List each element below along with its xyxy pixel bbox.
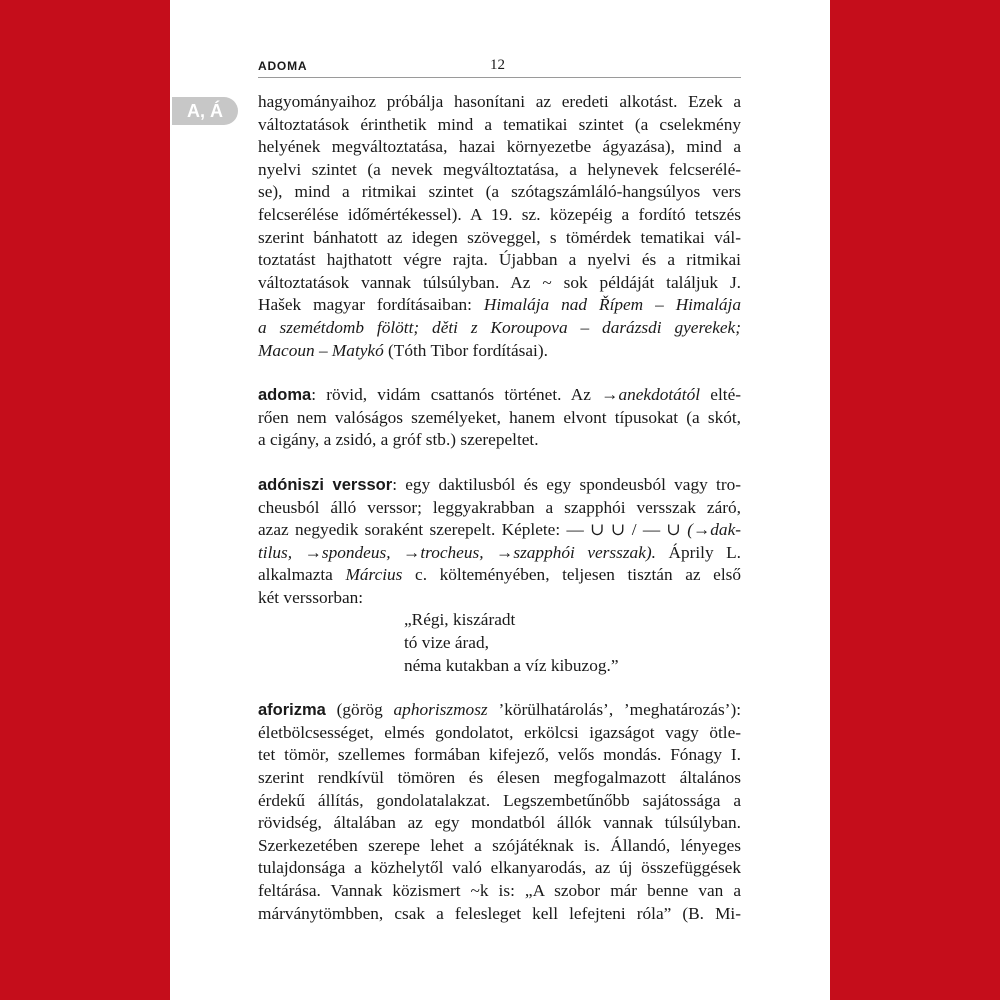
text-line xyxy=(258,564,741,587)
text-line: se), mind a ritmikai szintet (a szótagszámláló-hangsúlyos vers xyxy=(258,182,741,202)
verse-line: „Régi, kiszáradt xyxy=(404,610,516,630)
text-run: ’körülhatárolás’, ’meghatározás’): xyxy=(487,700,741,720)
text-column xyxy=(258,91,741,925)
text-line: nyelvi szintet (a nevek megváltoztatása, a helynevek felcserélé- xyxy=(258,159,741,179)
text-line: márványtömbben, csak a felesleget kell lefejteni róla” (B. Mi- xyxy=(258,903,741,923)
cross-reference: (→dak- xyxy=(687,520,741,540)
verse-line: néma kutakban a víz kibuzog.” xyxy=(404,655,619,675)
italic-run: Március xyxy=(345,565,403,585)
entry-adoma xyxy=(258,384,741,452)
text-line xyxy=(258,384,741,407)
running-head-word: ADOMA xyxy=(258,59,308,73)
text-line: szerint rendkívül tömören és élesen megfogalmazott általános xyxy=(258,768,741,788)
text-line: változtatások vannak túlsúlyban. Az ~ sok példáját találjuk J. xyxy=(258,272,741,292)
text-run: (görög xyxy=(325,700,394,720)
italic-run: aphoriszmosz xyxy=(393,700,488,720)
text-line xyxy=(258,542,741,565)
text-line: életbölcsességet, elmés gondolatot, erkölcsi igazságot vagy ötle- xyxy=(258,722,741,742)
text-line xyxy=(258,699,741,722)
text-line: cheusból álló verssor; leggyakrabban a szapphói versszak záró, xyxy=(258,497,741,517)
text-line: két verssorban: xyxy=(258,587,364,607)
verse-quote xyxy=(258,609,741,677)
entry-headword: aforizma xyxy=(258,701,326,720)
text-run: elté- xyxy=(700,385,741,405)
text-run: alkalmazta xyxy=(258,565,346,585)
text-line: rövidség, általában az egy mondatból állók vannak túlsúlyban. xyxy=(258,813,741,833)
text-line: tet tömör, szellemes formában kifejező, velős mondás. Fónagy I. xyxy=(258,745,741,765)
text-line xyxy=(258,340,741,363)
italic-run: Macoun – Matykó xyxy=(258,340,384,360)
verse-line: tó vize árad, xyxy=(404,633,489,653)
text-line xyxy=(258,294,741,317)
text-line: hagyományaihoz próbálja hasonítani az eredeti alkotást. Ezek a xyxy=(258,92,741,111)
letter-index-tab: A, Á xyxy=(172,97,238,125)
cross-reference: tilus, →spondeus, →trocheus, →szapphói versszak). xyxy=(258,542,656,562)
text-run: : egy daktilusból és egy spondeusból vagy tro- xyxy=(392,474,741,494)
page-number: 12 xyxy=(490,57,505,73)
continuation-paragraph xyxy=(258,91,741,362)
entry-headword: adóniszi verssor xyxy=(258,475,393,494)
text-line: feltárása. Vannak közismert ~k is: „A szobor már benne van a xyxy=(258,881,741,900)
text-line: felcserélése időmértékessel). A 19. sz. közepéig a fordító tetszés xyxy=(258,204,741,224)
text-line xyxy=(258,519,741,542)
text-line xyxy=(258,317,741,340)
metrical-formula: — ∪ ∪ / — ∪ xyxy=(566,520,681,540)
entry-adoniszi-verssor xyxy=(258,474,741,677)
text-line: tulajdonsága a közhelytől való elkanyarodás, az új összefüggések xyxy=(258,858,741,878)
text-line: érdekű állítás, gondolatalakzat. Legszembetűnőbb sajátossága a xyxy=(258,790,741,810)
text-run: : rövid, vidám csattanós történet. Az xyxy=(311,385,602,405)
text-run: c. költeményében, teljesen tisztán az első xyxy=(402,565,741,585)
entry-aforizma xyxy=(258,699,741,925)
entry-headword: adoma xyxy=(258,386,312,405)
italic-run: a szemétdomb fölött; děti z Koroupova – darázsdi gyerekek; xyxy=(258,317,741,337)
text-line: változtatások érinthetik mind a tematikai szintet (a cselekmény xyxy=(258,114,741,134)
text-run: Hašek magyar fordításaiban: xyxy=(258,295,484,315)
text-line: toztatást hajthatott végre rajta. Újabban a nyelvi és a ritmikai xyxy=(258,250,741,270)
italic-run: Himalája nad Řípem – Himalája xyxy=(483,295,741,315)
text-line xyxy=(258,474,741,497)
text-line: szerint bánhatott az idegen szöveggel, s tömérdek tematikai vál- xyxy=(258,227,741,247)
text-run: Áprily L. xyxy=(655,542,741,562)
text-run: (Tóth Tibor fordításai). xyxy=(383,340,548,360)
text-line: rően nem valóságos személyeket, hanem elvont típusokat (a skót, xyxy=(258,407,741,427)
text-line: a cigány, a zsidó, a gróf stb.) szerepeltet. xyxy=(258,430,539,450)
text-line: helyének megváltoztatása, hazai környezetbe ágyazása), mind a xyxy=(258,137,741,157)
cross-reference: →anekdotától xyxy=(601,385,701,405)
text-line: Szerkezetében szerepe lehet a szójátéknak is. Állandó, lényeges xyxy=(258,835,741,855)
text-run: azaz negyedik soraként szerepelt. Képlete: xyxy=(258,520,567,540)
running-head xyxy=(258,57,741,78)
